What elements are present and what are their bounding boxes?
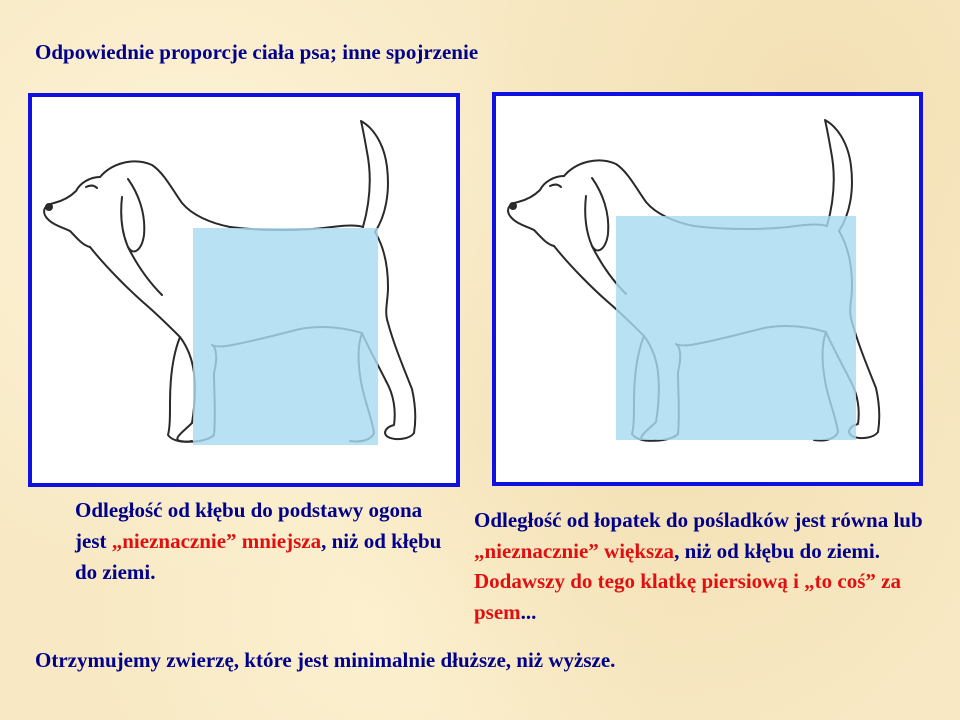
body-proportion-overlay <box>616 216 856 440</box>
caption-highlight: „nieznacznie” mniejsza <box>111 529 322 553</box>
body-proportion-overlay <box>193 228 378 445</box>
caption-text: , niż od kłębu do ziemi. <box>674 538 881 563</box>
caption-text: Odległość od kłębu do podstawy ogona jest <box>75 498 423 553</box>
left-diagram-panel <box>28 93 460 487</box>
slide-title: Odpowiednie proporcje ciała psa; inne spojrzenie <box>35 40 479 64</box>
left-caption <box>75 495 455 588</box>
conclusion-text: Otrzymujemy zwierzę, które jest minimalnie dłuższe, niż wyższe. <box>35 648 616 672</box>
left-diagram <box>32 97 456 483</box>
caption-highlight: „nieznacznie” większa <box>474 538 675 563</box>
right-caption <box>474 505 954 627</box>
caption-highlight: Dodawszy do tego klatkę piersiową i „to coś” za psem <box>474 569 901 624</box>
caption-text: , niż od kłębu do ziemi. <box>75 529 442 584</box>
caption-text: Odległość od łopatek do pośladków jest równa lub <box>474 508 923 532</box>
right-diagram-panel <box>492 92 923 486</box>
caption-text: ... <box>520 599 537 624</box>
right-diagram <box>496 96 919 482</box>
